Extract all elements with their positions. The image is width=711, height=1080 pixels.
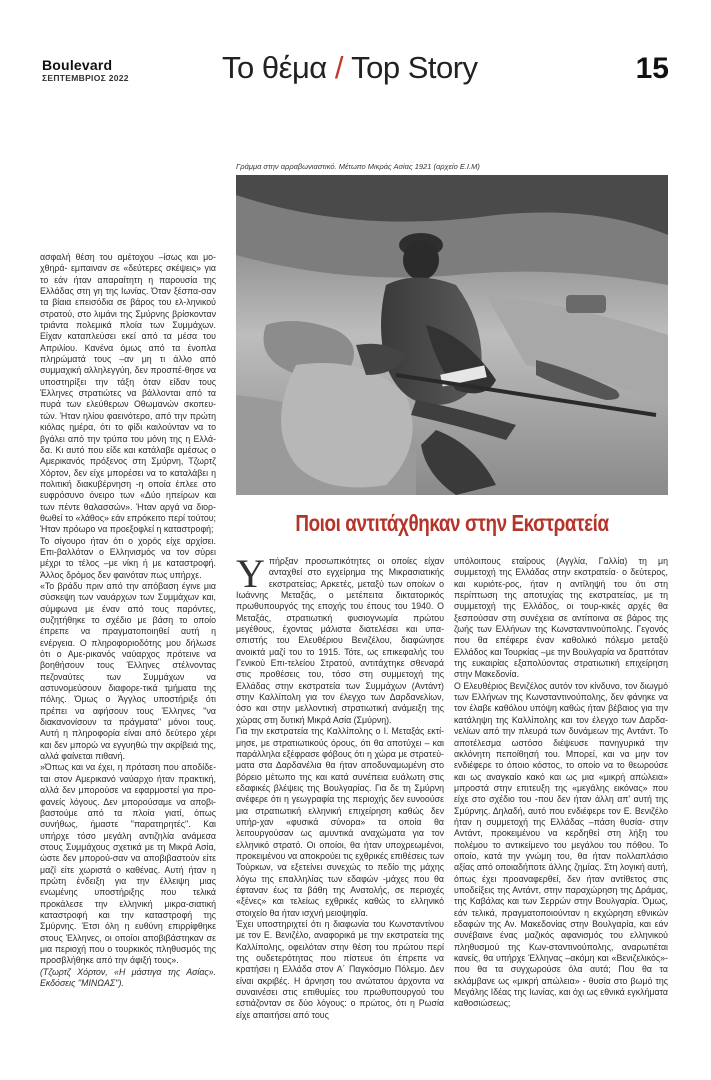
middle-column <box>236 551 444 1021</box>
right-column <box>454 556 668 1010</box>
drop-cap: Υ <box>236 551 265 596</box>
section-separator: / <box>334 50 343 85</box>
paragraph: «Το βράδυ πριν από την απόβαση έγινε μια σύσκεψη των ναυάρχων των Συμμάχων και, σύμφωνα με έναν από τους παρόντες, συζητήθηκε το σχέδιο με βάση το οποίο έπρεπε να πραγματοποιηθεί αυτή η ενέργεια. Ο πληροφοριοδότης μου δήλωσε ότι ο Αμε-ρικανός ναύαρχος πρότεινε να βοηθήσουν τους Έλληνες στέλνοντας πεζοναύτες των Συμμάχων να αστυνομεύσουν διαφορε-τικά τμήματα της πόλης. Όμως ο Άγγλος υποστήριξε ότι πρέπει να αφήσουν τους Έλληνες ''να διακανονίσουν τα πράγματα'' μόνοι τους. Αυτή η πληροφορία είναι από δεύτερο χέρι και δεν μπορώ να εγγυηθώ την ακρίβειά της, αλλά φαίνεται πιθανή. <box>40 580 216 762</box>
photo-soldier-writing <box>236 175 668 495</box>
lead-text: πήρξαν προσωπικότητες οι οποίες είχαν ανταχθεί στο εγχείρημα της Μικρασιατικής εκστρατείας; Αρκετές, μεταξύ των οποίων ο Ιωάννης Μεταξάς, ο μετέπειτα δικτατορικός πρωθυπουργός της εποχής του έπους του 1940. Ο Μεταξάς, στρατιωτική φυσιογνωμία πρώτου μεγέθους, έχοντας μάλιστα διατελέσει και υπα-σπιστής του Ελευθέριου Βενιζέλου, διαφώνησε ανοικτά μαζί του το 1915. Τότε, ως επικεφαλής του Γενικού Επι-τελείου Στρατού, αντιτάχτηκε σθεναρά στις προθέσεις του, τόσο στη συμμετοχή της Ελλάδας στην εκστρατεία των Συμμάχων (Αντάντ) στην Καλλίπολη για τον έλεγχο των Δαρδανελίων, όσο και στην μελλοντική στρατιωτική ανάμειξη της χώρας στη δυτική Μικρά Ασία (Σμύρνη). <box>236 556 444 725</box>
section-title <box>222 50 478 86</box>
source-citation: (Τζωρτζ Χόρτον, «Η μάστιγα της Ασίας». Εκδόσεις ''ΜΙΝΩΑΣ''). <box>40 966 216 988</box>
paragraph: Ο Ελευθέριος Βενιζέλος αυτόν τον κίνδυνο, τον διωγμό των Ελλήνων της Κωνσταντινούπολης, δεν φάνηκε να τον έλαβε καθόλου υπόψη καθώς ήταν βέβαιος για την κατάληψη της Καλλίπολης και τον έλεγχο των Δαρδα-νελίων από την πλευρά των δυνάμεων της Αντάντ. Το αποτέλεσμα ωστόσο διέψευσε πανηγυρικά την ακλόνητη πεποίθησή του. Μπορεί, και να μην τον ενδιέφερε το όποιο κόστος, το οποίο να το θεωρούσε και ως αναγκαίο κακό και ως μια «μικρή απώλεια» μπροστά στην επιτευξη της «μεγάλης εικόνας» που είχε στο σχέδιο του -που δεν ήταν άλλη απ' αυτή της Σμύρνης. Δηλαδή, αυτό που ενδιέφερε τον Ε. Βενιζέλο ήταν η συμμετοχή της Ελλάδας –πάση θυσία- στην Αντάντ, προκειμένου να κερδηθεί στη λήξη του πολέμου το αντικείμενο του μεγάλου του πόθου. Το οποίο, κατά την γνώμη του, θα ήταν πολλαπλάσιο αξίας από οποιαδήποτε άλλης ζημίας. Στη λογική αυτή, όπως έχει προαναφερθεί, δεν ήταν αντίθετος στις υποδείξεις της Αντάντ, στην παραχώρηση της Δράμας, της Καβάλας και των Σερρών στην Βουλγαρία. Όμως, εάν τελικά, πραγματοποιούνταν η εκχώρηση εθνικών εδαφών της Αν. Μακεδονίας στην Βουλγαρία, και εάν συνέβαινε ένας μαζικός αφανισμός του ελληνικού πληθυσμού της Κων-σταντινούπολης, αναρωτιέται κανείς, θα υπήρχε Έλληνας –ακόμη και «Βενιζελικός»- που θα τα συγχωρούσε όλα αυτά; Που θα τα εκλάμβανε ως «μικρή απώλεια» - θυσία στο βωμό της Μεγάλης Ιδέας της Ιωνίας, και όχι ως εθνικά εγκλήματα καθοσιώσεως; <box>454 680 668 1009</box>
left-column <box>40 252 216 989</box>
issue-date: ΣΕΠΤΕΜΒΡΙΟΣ 2022 <box>42 73 129 83</box>
page-number: 15 <box>635 52 669 85</box>
paragraph: Το σίγουρο ήταν ότι ο χορός είχε αρχίσει. Επι-βαλλόταν ο Ελληνισμός να τον σύρει μέχρι το τέλος –με νίκη ή με καταστροφή. Άλλος δρόμος δεν φαινόταν πως υπήρχε. <box>40 535 216 580</box>
brand-block <box>42 58 129 83</box>
photo-caption: Γράμμα στην αρραβωνιαστικό. Μέτωπο Μικράς Ασίας 1921 (αρχείο Ε.Ι.Μ) <box>236 162 480 171</box>
paragraph: ασφαλή θέση του αμέτοχου –ίσως και μο-χθηρά- εμπαιναν σε «δεύτερες σκέψεις» για το εάν ήταν απαραίτητη η παρουσία της Ελλάδας στη γη της Ιωνίας. Όταν ξέσπα-σαν τα βίαια επεισόδια σε βάρος του ελ-ληνικού στρατού, στο λιμάνι της Σμύρνης βρίσκονταν τριάντα πολεμικά πλοία των Συμμάχων. Είχαν καταπλεύσει εκεί από τα μέσα του Απριλίου. Κανένα όμως από τα ένοπλα πληρώματά τους –αν μη τι άλλο από συμμαχική αλληλεγγύη, δεν προσπέ-θησε να υποστηρίξει την τάξη όταν είδαν τους Έλληνες στρατιώτες να βάλλονται από τα πυρά των ελεύθερων Οθωμανών σκοπευ-τών. Ήταν ηλίου φαεινότερο, από την πρώτη κιόλας ημέρα, ότι το φίδι καιλούνταν να το βγάλει από την τρύπα του μόνη της η Ελλά-δα. Κι αυτό που είδε και κατάλαβε αμέσως ο Αμερικανός πρόξενος στη Σμύρνη, Τζωρτζ Χόρτον, δεν είχε μπορέσει να το καταλάβει η πολιτική διακυβέρνηση -η οποία έπλεε στο ευφρόσυνο όνειρο των «Δύο ηπείρων και των πέντε θαλασσών». Ήταν αργά να διορ-θωθεί το «λάθος» εάν επρόκειτο περί τούτου; Ήταν πρόωρο να προεξοφλεί η καταστροφή; <box>40 252 216 535</box>
paragraph: »Όπως και να έχει, η πρόταση που αποδίδε-ται στον Αμερικανό ναύαρχο ήταν πρακτική, αλλά δεν μπορούσε να εφαρμοστεί για προ-φανείς λόγους. Δεν μπορούσαμε να αποβι-βαστούμε από τα πλοία γιατί, όπως συνήθως, ήμαστε ''παρατηρητές''. Και υπήρχε τόσο μεγάλη αντιζηλία ανάμεσα στους Συμμάχους σχετικά με τη Μικρά Ασία, ώστε δεν μπορού-σαν να αποβιβαστούν είτε μαζί είτε χωριστά ο καθένας. Αυτή ήταν η πρώτη ένδειξη για την έλλειψη μιας ενωμένης υποστήριξης που τελικά προκάλεσε την ελληνική μικρα-σιατική καταστροφή και την καταστροφή της Σμύρνης. Έτσι όλη η ευθύνη επιρρίφθηκε στους Έλληνες, οι οποίοι αποβιβάστηκαν σε μια περιοχή που ο τουρκικός πληθυσμός της προσβλήθηκε από την άφιξή τους». <box>40 762 216 966</box>
paragraph: υπόλοιπους εταίρους (Αγγλία, Γαλλία) τη μη συμμετοχή της Ελλάδας στην εκστρατεία· ο δεύτερος, και κυριότε-ρος, ήταν η αντίληψή του ότι στη περίπτωση της αποτυχίας της εκστρατείας, με τη συμμετοχή της Ελλάδος, οι τουρ-κικές αρχές θα ξεσπούσαν στη συνέχεια σε αντίποινα σε βάρος της ζωής των Ελλήνων της Κωνσταντινούπολης. Γεγονός που θα επέφερε έναν καθολικό πόλεμο μεταξύ Ελλάδος και Τουρκίας –με την Βουλγαρία να δραττόταν της ευκαιρίας εξαπολύοντας στρατιωτική επιχείρηση στην Μακεδονία. <box>454 556 668 680</box>
section-title-english: Top Story <box>351 50 478 85</box>
article-photo <box>236 175 668 495</box>
paragraph: Για την εκστρατεία της Καλλίπολης ο Ι. Μεταξάς εκτί-μησε, με στρατιωτικούς όρους, ότι θα αποτύχει – και παράλληλα εξέφρασε φόβους ότι η χώρα με στρατεύ-ματα στα Δαρδανέλια θα ήταν αποδυναμωμένη στο βόρειο μέτωπο της και κατά συνέπεια ευάλωτη στις εδαφικές βλέψεις της Βουλγαρίας. Για δε τη Σμύρνη ανέφερε ότι η γεωγραφία της περιοχής δεν ευνοούσε μια στρατιωτική ελληνική επιχείρηση καθώς δεν υπήρ-χαν «φυσικά σύνορα» τα οποία θα λειτουργούσαν ως αμυντικά αναχώματα για τον ελληνικό στρατό. Οι οποίοι, θα ήταν υποχρεωμένοι, προκειμένου να αποκρούει τις εχθρικές επιθέσεις των Τούρκων, να εξετείνει συνεχώς το πεδίο της μάχης λόγω της επαλληλίας των εδαφών -μάχες που θα έφταναν έως τα βάθη της Ανατολής, σε περιοχές «ξένες» και τελείως εχθρικές καθώς το ελληνικό στοιχείο θα ήταν ισχνή μειοψηφία. <box>236 726 444 918</box>
paragraph-lead <box>236 551 444 726</box>
paragraph: Έχει υποστηριχτεί ότι η διαφωνία του Κωνσταντίνου με τον Ε. Βενιζέλο, αναφορικά με την εκστρατεία της Καλλίπολης, οφειλόταν στην θέση του πρώτου περί της ουδετερότητας που πίστευε ότι έπρεπε να κρατήσει η Ελλάδα στον Α΄ Παγκόσμιο Πόλεμο. Δεν είναι ακριβές. Η άρνηση του ανώτατου άρχοντα να συναινέσει στις επιθυμίες του πρωθυπουργού του εστιάζονταν σε δύο λόγους: ο πρώτος, ότι η Ρωσία είχε απαιτήσει από τους <box>236 919 444 1020</box>
magazine-name: Boulevard <box>42 57 113 73</box>
section-title-greek: Το θέμα <box>222 50 327 85</box>
article-headline: Ποιοι αντιτάχθηκαν στην Εκστρατεία <box>295 510 609 536</box>
